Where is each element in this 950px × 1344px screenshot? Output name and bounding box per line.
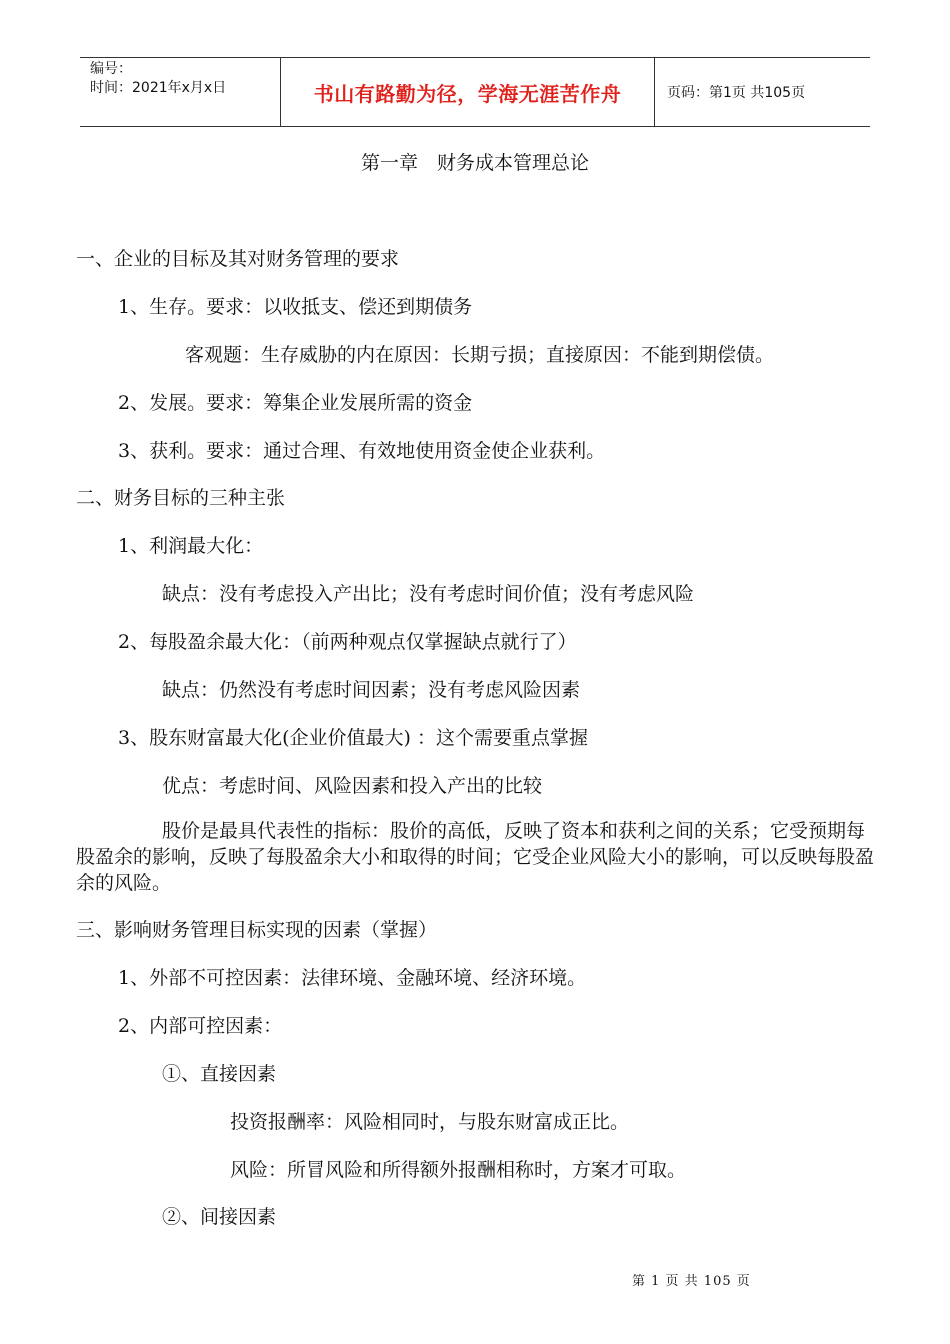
section-heading-2: 二、财务目标的三种主张	[76, 487, 286, 509]
list-item: 3、获利。要求：通过合理、有效地使用资金使企业获利。	[118, 440, 606, 462]
document-number: 编号：	[90, 61, 132, 77]
header-page-cell	[655, 58, 870, 126]
list-item: 1、生存。要求：以收抵支、偿还到期债务	[118, 296, 473, 318]
section-heading-3: 三、影响财务管理目标实现的因素（掌握）	[76, 919, 438, 941]
list-item: 1、利润最大化：	[118, 535, 264, 557]
sub-list-item: ①、直接因素	[162, 1063, 277, 1085]
page-footer: 第 1 页 共 105 页	[632, 1274, 751, 1289]
header-meta	[80, 58, 281, 126]
document-header	[80, 57, 870, 127]
header-motto: 书山有路勤为径，学海无涯苦作舟	[313, 81, 622, 106]
list-item-note: 缺点：仍然没有考虑时间因素；没有考虑风险因素	[162, 679, 581, 701]
list-item: 1、外部不可控因素：法律环境、金融环境、经济环境。	[118, 967, 587, 989]
list-item-note: 缺点：没有考虑投入产出比；没有考虑时间价值；没有考虑风险	[162, 583, 695, 605]
section-heading-1: 一、企业的目标及其对财务管理的要求	[76, 248, 400, 270]
list-item: 2、每股盈余最大化：（前两种观点仅掌握缺点就行了）	[118, 631, 577, 653]
list-item: 3、股东财富最大化(企业价值最大) ：这个需要重点掌握	[118, 727, 588, 749]
header-page-info: 页码：第1页 共105页	[667, 85, 806, 101]
body-paragraph: 股价是最具代表性的指标：股价的高低，反映了资本和获利之间的关系；它受预期每股盈余的影响，反映了每股盈余大小和取得的时间；它受企业风险大小的影响，可以反映每股盈余的风险。	[76, 820, 875, 894]
sub-list-note: 风险：所冒风险和所得额外报酬相称时，方案才可取。	[230, 1159, 687, 1181]
list-item: 2、内部可控因素：	[118, 1015, 283, 1037]
document-time: 时间：2021年x月x日	[90, 80, 227, 96]
sub-list-item: ②、间接因素	[162, 1206, 277, 1228]
list-item-note: 客观题：生存威胁的内在原因：长期亏损；直接原因：不能到期偿债。	[185, 344, 775, 366]
header-motto-cell	[281, 58, 655, 126]
sub-list-note: 投资报酬率：风险相同时，与股东财富成正比。	[230, 1111, 630, 1133]
chapter-title: 第一章 财务成本管理总论	[360, 152, 589, 174]
list-item-note: 优点：考虑时间、风险因素和投入产出的比较	[162, 775, 543, 797]
list-item: 2、发展。要求：筹集企业发展所需的资金	[118, 392, 473, 414]
